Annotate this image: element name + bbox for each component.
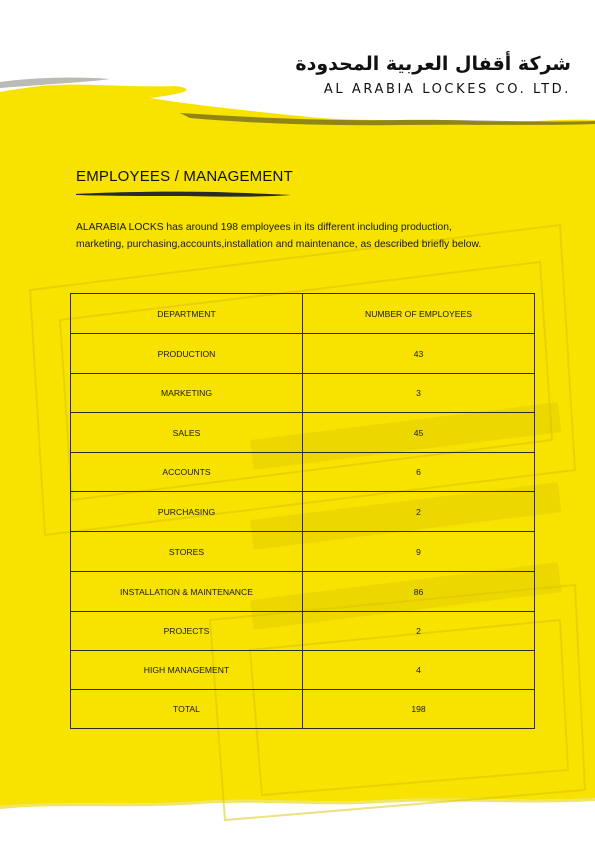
department-cell: PRODUCTION xyxy=(71,334,303,374)
department-cell: ACCOUNTS xyxy=(71,453,303,492)
company-logo xyxy=(295,52,571,98)
department-cell: TOTAL xyxy=(71,690,303,729)
title-underline-stroke xyxy=(76,190,291,198)
employee-count-cell: 2 xyxy=(303,492,535,532)
intro-paragraph: ALARABIA LOCKS has around 198 employees in its different including production, marketing, purchasing,accounts,installation and maintenance, as described briefly below. xyxy=(76,222,482,250)
employee-count-cell: 9 xyxy=(303,532,535,572)
table-row xyxy=(71,612,535,651)
employee-count-cell: 43 xyxy=(303,334,535,374)
table-row xyxy=(71,334,535,374)
column-header-department: DEPARTMENT xyxy=(71,294,303,334)
table-row xyxy=(71,532,535,572)
table-row xyxy=(71,572,535,612)
department-cell: PROJECTS xyxy=(71,612,303,651)
employee-count-cell: 6 xyxy=(303,453,535,492)
employee-count-cell: 86 xyxy=(303,572,535,612)
company-name-arabic: شركة أقفال العربية المحدودة xyxy=(295,53,571,75)
department-cell: SALES xyxy=(71,413,303,453)
table-row xyxy=(71,453,535,492)
table-row-total xyxy=(71,690,535,729)
company-name-english: AL ARABIA LOCKES CO. LTD. xyxy=(323,82,571,97)
table-row xyxy=(71,413,535,453)
table-row xyxy=(71,374,535,413)
employee-count-cell: 4 xyxy=(303,651,535,690)
table-row xyxy=(71,492,535,532)
department-cell: STORES xyxy=(71,532,303,572)
table-header-row xyxy=(71,294,535,334)
section-title: EMPLOYEES / MANAGEMENT xyxy=(76,168,293,185)
department-cell: HIGH MANAGEMENT xyxy=(71,651,303,690)
employee-count-cell: 198 xyxy=(303,690,535,729)
employee-count-cell: 3 xyxy=(303,374,535,413)
employees-table xyxy=(70,293,535,729)
employee-count-cell: 45 xyxy=(303,413,535,453)
department-cell: MARKETING xyxy=(71,374,303,413)
department-cell: INSTALLATION & MAINTENANCE xyxy=(71,572,303,612)
table-row xyxy=(71,651,535,690)
employee-count-cell: 2 xyxy=(303,612,535,651)
column-header-employees: NUMBER OF EMPLOYEES xyxy=(303,294,535,334)
department-cell: PURCHASING xyxy=(71,492,303,532)
